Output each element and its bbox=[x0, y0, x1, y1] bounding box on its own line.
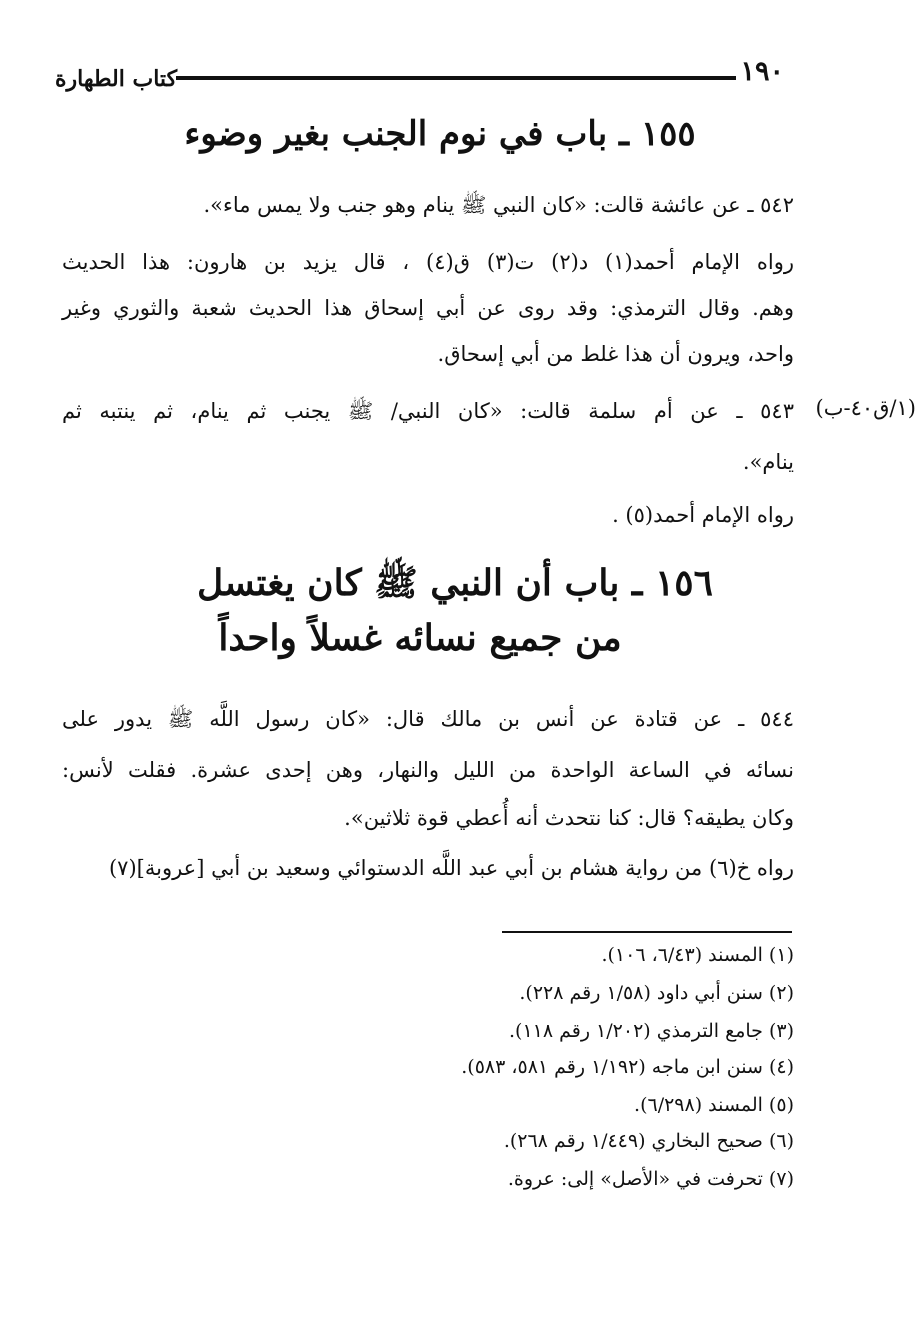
hadith-542-line-2: رواه الإمام أحمد(١) د(٢) ت(٣) ق(٤) ، قال يزيد بن هارون: هذا الحديث bbox=[62, 250, 794, 274]
hadith-543-line-1: ٥٤٣ ـ عن أم سلمة قالت: «كان النبي/ ﷺ يجنب ثم ينام، ثم ينتبه ثم bbox=[62, 399, 794, 423]
manuscript-folio-note: (١/ق٤٠-ب) bbox=[815, 396, 916, 420]
footnote-6: (٦) صحيح البخاري (١/٤٤٩ رقم ٢٦٨). bbox=[503, 1130, 794, 1152]
hadith-542-line-4: واحد، ويرون أن هذا غلط من أبي إسحاق. bbox=[437, 342, 794, 366]
hadith-543-line-3: رواه الإمام أحمد(٥) . bbox=[612, 503, 794, 527]
footnote-5: (٥) المسند (٦/٢٩٨). bbox=[634, 1094, 794, 1116]
hadith-543-line-2: ينام». bbox=[742, 450, 794, 474]
footnote-1: (١) المسند (٦/٤٣، ١٠٦). bbox=[601, 944, 794, 966]
header-rule bbox=[176, 76, 736, 80]
footnote-4: (٤) سنن ابن ماجه (١/١٩٢ رقم ٥٨١، ٥٨٣). bbox=[461, 1056, 794, 1078]
running-title: كتاب الطهارة bbox=[55, 66, 178, 92]
chapter-155-title: ١٥٥ ـ باب في نوم الجنب بغير وضوء bbox=[184, 114, 696, 154]
hadith-544-line-2: نسائه في الساعة الواحدة من الليل والنهار، وهن إحدى عشرة. فقلت لأنس: bbox=[62, 758, 794, 782]
page-number: ١٩٠ bbox=[740, 56, 784, 87]
hadith-544-line-1: ٥٤٤ ـ عن قتادة عن أنس بن مالك قال: «كان رسول اللَّه ﷺ يدور على bbox=[62, 707, 794, 731]
hadith-542-line-1: ٥٤٢ ـ عن عائشة قالت: «كان النبي ﷺ ينام وهو جنب ولا يمس ماء». bbox=[203, 193, 794, 217]
chapter-156-title-line-1: ١٥٦ ـ باب أن النبي ﷺ كان يغتسل bbox=[197, 562, 713, 604]
footnote-7: (٧) تحرفت في «الأصل» إلى: عروة. bbox=[507, 1168, 794, 1190]
footnote-3: (٣) جامع الترمذي (١/٢٠٢ رقم ١١٨). bbox=[508, 1020, 794, 1042]
footnote-2: (٢) سنن أبي داود (١/٥٨ رقم ٢٢٨). bbox=[519, 982, 794, 1004]
hadith-544-line-3: وكان يطيقه؟ قال: كنا نتحدث أنه أُعطي قوة ثلاثين». bbox=[344, 806, 794, 830]
chapter-156-title-line-2: من جميع نسائه غسلاً واحداً bbox=[218, 617, 622, 659]
footnote-rule bbox=[502, 931, 792, 933]
hadith-544-line-4: رواه خ(٦) من رواية هشام بن أبي عبد اللَّه الدستوائي وسعيد بن أبي [عروبة](٧) bbox=[108, 856, 794, 880]
hadith-542-line-3: وهم. وقال الترمذي: وقد روى عن أبي إسحاق هذا الحديث شعبة والثوري وغير bbox=[62, 296, 794, 320]
